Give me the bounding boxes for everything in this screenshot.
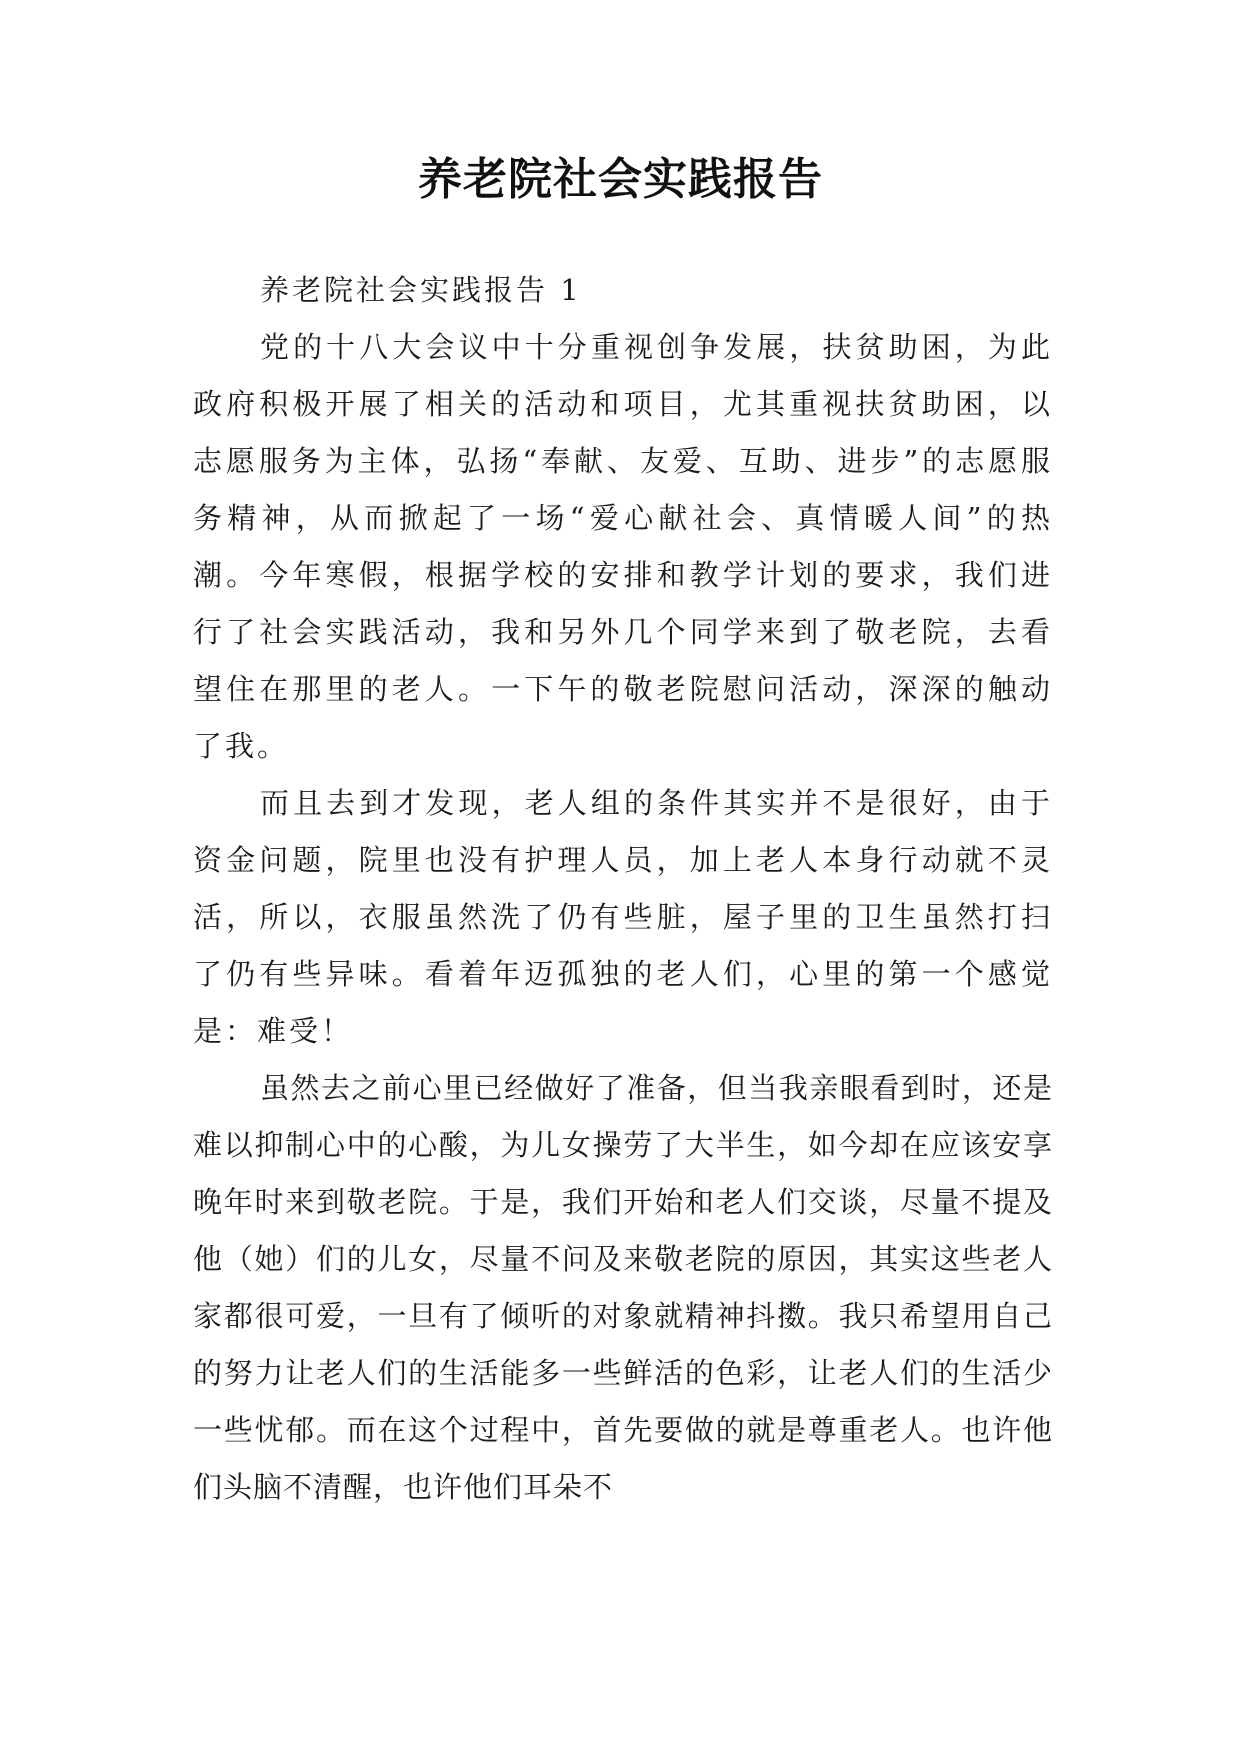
section-heading: 养老院社会实践报告 1	[260, 273, 582, 307]
paragraph-3: 虽然去之前心里已经做好了准备，但当我亲眼看到时，还是难以抑制心中的心酸，为儿女操劳了大半生，如今却在应该安享晚年时来到敬老院。于是，我们开始和老人们交谈，尽量不提及他（她）们的儿女，尽量不问及来敬老院的原因，其实这些老人家都很可爱，一旦有了倾听的对象就精神抖擞。我只希望用自己的努力让老人们的生活能多一些鲜活的色彩，让老人们的生活少一些忧郁。而在这个过程中，首先要做的就是尊重老人。也许他们头脑不清醒，也许他们耳朵不	[193, 1071, 1053, 1504]
document-body	[193, 262, 1053, 1516]
document-title: 养老院社会实践报告	[418, 154, 823, 205]
paragraph-1: 党的十八大会议中十分重视创争发展，扶贫助困，为此政府积极开展了相关的活动和项目，尤其重视扶贫助困，以志愿服务为主体，弘扬“奉献、友爱、互助、进步”的志愿服务精神，从而掀起了一场“爱心献社会、真情暖人间”的热潮。今年寒假，根据学校的安排和教学计划的要求，我们进行了社会实践活动，我和另外几个同学来到了敬老院，去看望住在那里的老人。一下午的敬老院慰问活动，深深的触动了我。	[193, 330, 1053, 763]
paragraph-2: 而且去到才发现，老人组的条件其实并不是很好，由于资金问题，院里也没有护理人员，加上老人本身行动就不灵活，所以，衣服虽然洗了仍有些脏，屋子里的卫生虽然打扫了仍有些异味。看着年迈孤独的老人们，心里的第一个感觉是：难受！	[193, 786, 1053, 1048]
